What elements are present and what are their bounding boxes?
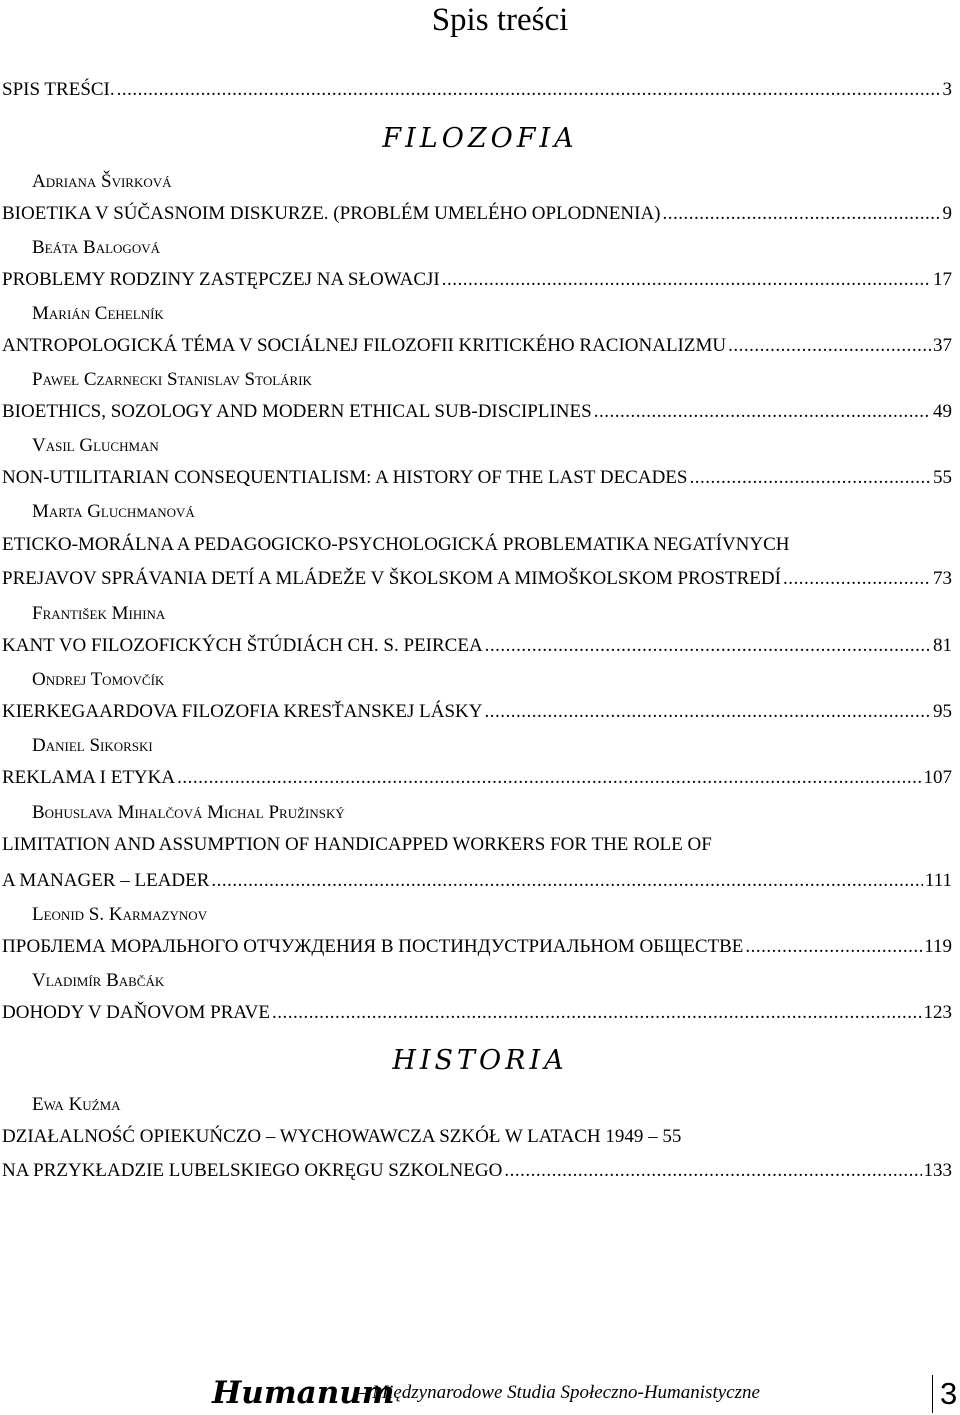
toc-entry-title: A MANAGER – LEADER [2,870,210,891]
toc-entry[interactable] [2,1159,952,1183]
toc-entry-author: Ondrej Tomovčík [32,669,165,690]
toc-entry-title: REKLAMA I ETYKA [2,767,176,788]
toc-entry-page: 17 [933,269,952,290]
dot-leader [272,1001,922,1025]
toc-entry[interactable] [2,1001,952,1025]
dot-leader [177,766,921,790]
dot-leader [211,869,922,893]
toc-entry-title: KANT VO FILOZOFICKÝCH ŠTÚDIÁCH CH. S. PEIRCEA [2,635,483,656]
toc-entry-author: Leonid S. Karmazynov [32,904,208,925]
dot-leader [484,700,931,724]
toc-entry-title-line1[interactable]: DZIAŁALNOŚĆ OPIEKUŃCZO – WYCHOWAWCZA SZKÓŁ W LATACH 1949 – 55 [2,1126,682,1147]
toc-entry[interactable] [2,268,952,292]
toc-entry-author: Paweł Czarnecki Stanislav Stolárik [32,369,312,390]
toc-entry-title: BIOETIKA V SÚČASNOIM DISKURZE. (PROBLÉM UMELÉHO OPLODNENIA) [2,203,661,224]
dot-leader [663,202,941,226]
dot-leader [689,466,931,490]
toc-entry-page: 133 [923,1160,952,1181]
dot-leader [745,935,922,959]
dot-leader [442,268,931,292]
toc-entry-author: Ewa Kuźma [32,1094,121,1115]
toc-entry-author: Beáta Balogová [32,237,160,258]
toc-entry[interactable] [2,466,952,490]
toc-entry-author: František Mihina [32,603,166,624]
toc-entry-title: DOHODY V DAŇOVOM PRAVE [2,1002,270,1023]
toc-entry[interactable] [2,634,952,658]
dot-leader [504,1159,921,1183]
journal-logo: Humanum [212,1375,395,1411]
toc-entry-author: Marián Cehelník [32,303,164,324]
toc-entry[interactable] [2,334,952,358]
toc-entry-page: 37 [933,335,952,356]
toc-entry-author: Vladimír Babčák [32,970,165,991]
dot-leader [117,78,941,102]
section-heading-historia: HISTORIA [392,1045,568,1076]
toc-entry-spis-tresci[interactable] [2,78,952,102]
toc-entry-author: Vasil Gluchman [32,435,159,456]
toc-entry-author: Daniel Sikorski [32,735,153,756]
page-title: Spis treści [431,2,569,38]
toc-entry[interactable] [2,766,952,790]
section-heading-filozofia: FILOZOFIA [382,123,578,154]
toc-entry-page: 81 [933,635,952,656]
dot-leader [594,400,931,424]
journal-name: – Międzynarodowe Studia Społeczno-Humanistyczne [358,1382,760,1403]
toc-entry[interactable] [2,202,952,226]
toc-entry[interactable] [2,700,952,724]
toc-entry-page: 95 [933,701,952,722]
toc-entry-title: PROBLEMY RODZINY ZASTĘPCZEJ NA SŁOWACJI [2,269,440,290]
toc-entry-page: 119 [924,936,952,957]
toc-entry-author: Adriana Švirková [32,171,172,192]
toc-entry-title-line1[interactable]: LIMITATION AND ASSUMPTION OF HANDICAPPED WORKERS FOR THE ROLE OF [2,834,712,855]
dot-leader [783,567,931,591]
toc-entry-title: ANTROPOLOGICKÁ TÉMA V SOCIÁLNEJ FILOZOFII KRITICKÉHO RACIONALIZMU [2,335,727,356]
toc-entry-title: BIOETHICS, SOZOLOGY AND MODERN ETHICAL SUB-DISCIPLINES [2,401,592,422]
toc-entry-page: 55 [933,467,952,488]
toc-entry-author: Bohuslava Mihalčová Michal Pružinský [32,802,345,823]
toc-entry-page: 9 [942,203,952,224]
toc-entry-page: 49 [933,401,952,422]
footer-divider [932,1375,933,1413]
toc-entry[interactable] [2,869,952,893]
toc-entry-author: Marta Gluchmanová [32,501,195,522]
toc-entry[interactable] [2,935,952,959]
toc-entry-title: NA PRZYKŁADZIE LUBELSKIEGO OKRĘGU SZKOLNEGO [2,1160,503,1181]
toc-entry-page: 73 [933,568,952,589]
dot-leader [485,634,931,658]
toc-entry-title-line1[interactable]: ETICKO-MORÁLNA A PEDAGOGICKO-PSYCHOLOGICKÁ PROBLEMATIKA NEGATÍVNYCH [2,534,790,555]
toc-entry-page: 3 [942,79,952,100]
page-number: 3 [940,1376,958,1411]
toc-entry[interactable] [2,567,952,591]
toc-entry-title: PREJAVOV SPRÁVANIA DETÍ A MLÁDEŽE V ŠKOLSKOM A MIMOŠKOLSKOM PROSTREDÍ [2,568,781,589]
toc-entry[interactable] [2,400,952,424]
page-footer [0,1375,960,1415]
toc-entry-title: NON-UTILITARIAN CONSEQUENTIALISM: A HISTORY OF THE LAST DECADES [2,467,688,488]
dot-leader [728,334,931,358]
toc-entry-page: 111 [924,870,952,891]
toc-entry-title: ПРОБЛЕМА МОРАЛЬНОГО ОТЧУЖДЕНИЯ В ПОСТИНДУСТРИАЛЬНОМ ОБЩЕСТВЕ [2,936,744,957]
toc-entry-page: 107 [923,767,952,788]
toc-entry-title: SPIS TREŚCI. [2,79,115,100]
toc-entry-page: 123 [923,1002,952,1023]
toc-entry-title: KIERKEGAARDOVA FILOZOFIA KRESŤANSKEJ LÁSKY [2,701,483,722]
